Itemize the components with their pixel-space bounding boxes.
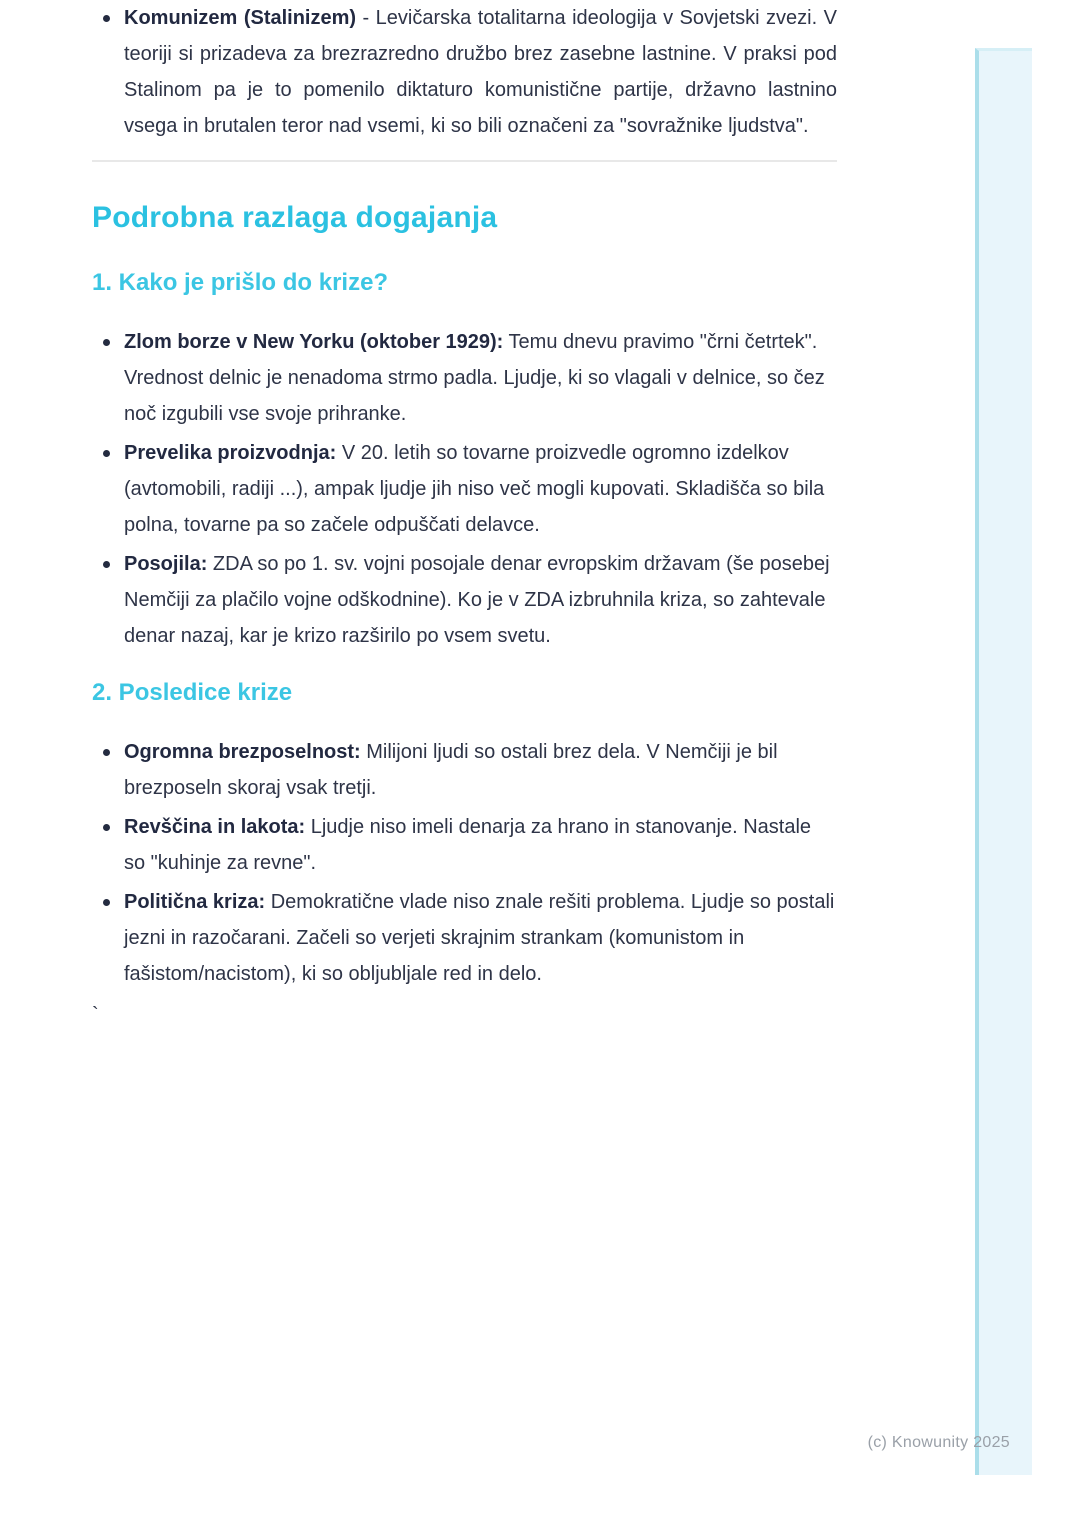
copyright-notice: (c) Knowunity 2025 xyxy=(867,1434,1010,1451)
bullet-text: - Levičarska totalitarna ideologija v Sovjetski zvezi. V teoriji si prizadeva za brezrazredno družbo brez zasebne lastnine. V praksi pod Stalinom pa je to pomenilo diktaturo komunistične partije, državno lastnino vsega in brutalen teror nad vsemi, ki so bili označeni za "sovražnike ljudstva". xyxy=(124,7,837,137)
bullet-text: ZDA so po 1. sv. vojni posojale denar evropskim državam (še posebej Nemčiji za plačilo vojne odškodnine). Ko je v ZDA izbruhnila kriza, so zahtevale denar nazaj, kar je krizo razširilo po vsem svetu. xyxy=(124,553,830,647)
list-item-revscina xyxy=(92,809,837,881)
bullet-lead: Prevelika proizvodnja: xyxy=(124,442,337,464)
bullet-lead: Revščina in lakota: xyxy=(124,816,306,838)
page-title: Podrobna razlaga dogajanja xyxy=(92,201,498,234)
list-item-prevelika-proizvodnja xyxy=(92,435,837,543)
list-item-komunizem xyxy=(92,0,837,144)
right-accent-stripe xyxy=(975,48,1032,1475)
intro-bullet-list xyxy=(92,0,837,144)
page-content xyxy=(92,0,837,1030)
bullet-text: Ljudje niso imeli denarja za hrano in stanovanje. Nastale so "kuhinje za revne". xyxy=(124,816,812,874)
bullet-lead: Ogromna brezposelnost: xyxy=(124,741,361,763)
bullet-text: V 20. letih so tovarne proizvedle ogromno izdelkov (avtomobili, radiji ...), ampak ljudje jih niso več mogli kupovati. Skladišča so bila polna, tovarne pa so začele odpuščati delavce. xyxy=(124,442,825,536)
section-2-bullet-list xyxy=(92,734,837,992)
list-item-politicna-kriza xyxy=(92,884,837,992)
list-item-brezposelnost xyxy=(92,734,837,806)
section-divider xyxy=(92,160,837,162)
section-heading-2: 2. Posledice krize xyxy=(92,679,293,706)
bullet-lead: Komunizem (Stalinizem) xyxy=(124,7,357,29)
bullet-lead: Zlom borze v New Yorku (oktober 1929): xyxy=(124,331,504,353)
list-item-zlom-borze xyxy=(92,324,837,432)
section-heading-1: 1. Kako je prišlo do krize? xyxy=(92,269,389,296)
stray-character: ` xyxy=(92,1004,99,1026)
section-1-bullet-list xyxy=(92,324,837,654)
bullet-text: Milijoni ljudi so ostali brez dela. V Nemčiji je bil brezposeln skoraj vsak tretji. xyxy=(124,741,778,799)
bullet-lead: Politična kriza: xyxy=(124,891,266,913)
list-item-posojila xyxy=(92,546,837,654)
bullet-text: Temu dnevu pravimo "črni četrtek". Vrednost delnic je nenadoma strmo padla. Ljudje, ki so vlagali v delnice, so čez noč izgubili vse svoje prihranke. xyxy=(124,331,825,425)
bullet-lead: Posojila: xyxy=(124,553,208,575)
bullet-text: Demokratične vlade niso znale rešiti problema. Ljudje so postali jezni in razočarani. Začeli so verjeti skrajnim strankam (komunistom in fašistom/nacistom), ki so obljubljale red in delo. xyxy=(124,891,835,985)
